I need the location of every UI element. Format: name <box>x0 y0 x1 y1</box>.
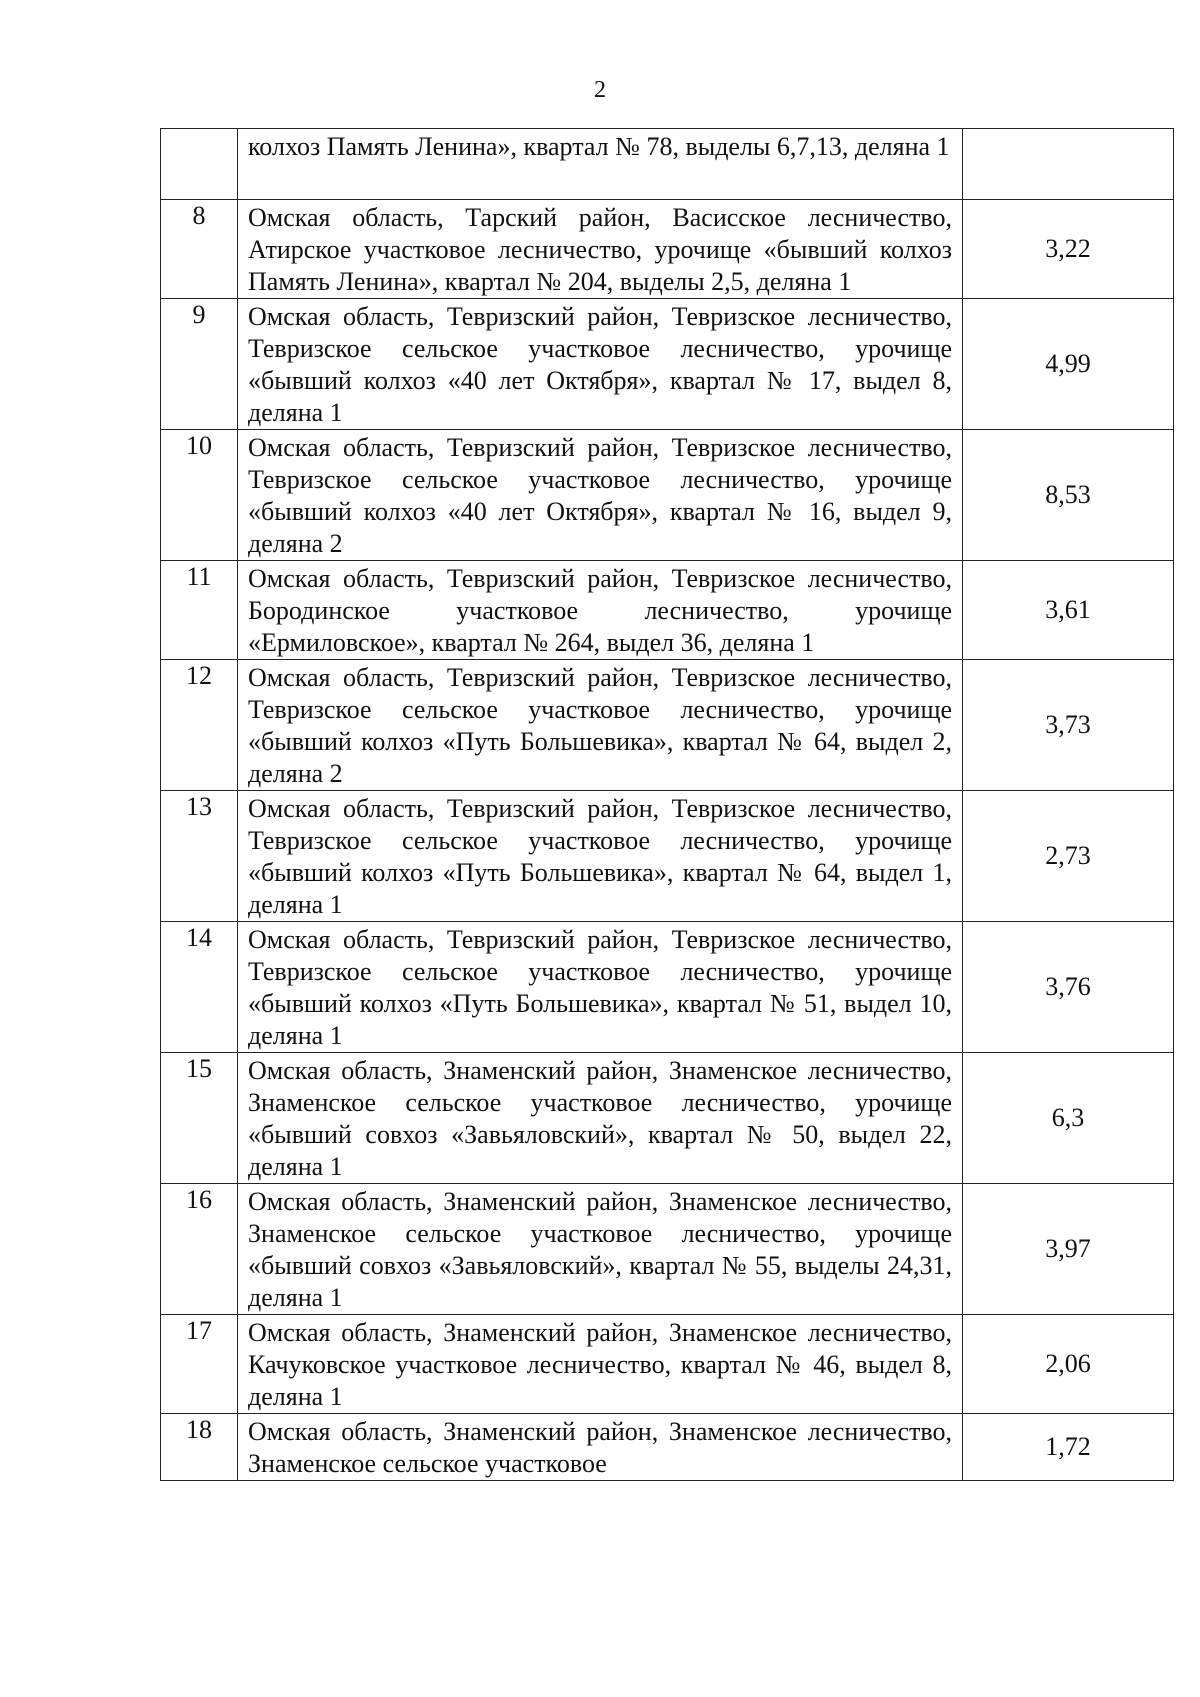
row-number: 18 <box>161 1414 238 1481</box>
row-number: 10 <box>161 430 238 561</box>
row-location: Омская область, Тарский район, Васисское лесничество, Атирское участковое лесничество, урочище «бывший колхоз Память Ленина», квартал № 204, выделы 2,5, деляна 1 <box>238 200 963 299</box>
row-location: Омская область, Знаменский район, Знаменское лесничество, Знаменское сельское участковое лесничество, урочище «бывший совхоз «Завьяловский», квартал № 55, выделы 24,31, деляна 1 <box>238 1184 963 1315</box>
table-row <box>161 922 1174 1053</box>
row-area: 8,53 <box>963 430 1174 561</box>
table-row <box>161 430 1174 561</box>
table-row <box>161 129 1174 200</box>
row-location: Омская область, Тевризский район, Тевризское лесничество, Тевризское сельское участковое лесничество, урочище «бывший колхоз «Путь Большевика», квартал № 64, выдел 2, деляна 2 <box>238 660 963 791</box>
table-row <box>161 561 1174 660</box>
row-location: Омская область, Знаменский район, Знаменское лесничество, Знаменское сельское участковое <box>238 1414 963 1481</box>
row-area: 2,73 <box>963 791 1174 922</box>
row-number: 12 <box>161 660 238 791</box>
table-row <box>161 660 1174 791</box>
row-number: 11 <box>161 561 238 660</box>
row-location: Омская область, Знаменский район, Знаменское лесничество, Качуковское участковое лесничество, квартал № 46, выдел 8, деляна 1 <box>238 1315 963 1414</box>
row-area: 3,76 <box>963 922 1174 1053</box>
row-area: 3,22 <box>963 200 1174 299</box>
row-number <box>161 129 238 200</box>
row-area: 3,73 <box>963 660 1174 791</box>
row-location: Омская область, Тевризский район, Тевризское лесничество, Тевризское сельское участковое лесничество, урочище «бывший колхоз «Путь Большевика», квартал № 64, выдел 1, деляна 1 <box>238 791 963 922</box>
row-location: Омская область, Тевризский район, Тевризское лесничество, Бородинское участковое лесничество, урочище «Ермиловское», квартал № 264, выдел 36, деляна 1 <box>238 561 963 660</box>
row-area: 4,99 <box>963 299 1174 430</box>
table-row <box>161 299 1174 430</box>
page-number: 2 <box>594 77 606 103</box>
table-row <box>161 1315 1174 1414</box>
row-area: 1,72 <box>963 1414 1174 1481</box>
row-area: 2,06 <box>963 1315 1174 1414</box>
land-plots-table <box>160 128 1174 1481</box>
row-area: 3,61 <box>963 561 1174 660</box>
row-location: Омская область, Тевризский район, Тевризское лесничество, Тевризское сельское участковое лесничество, урочище «бывший колхоз «40 лет Октября», квартал № 16, выдел 9, деляна 2 <box>238 430 963 561</box>
row-location: Омская область, Знаменский район, Знаменское лесничество, Знаменское сельское участковое лесничество, урочище «бывший совхоз «Завьяловский», квартал № 50, выдел 22, деляна 1 <box>238 1053 963 1184</box>
row-number: 15 <box>161 1053 238 1184</box>
row-area <box>963 129 1174 200</box>
row-area: 3,97 <box>963 1184 1174 1315</box>
table-row <box>161 200 1174 299</box>
row-number: 14 <box>161 922 238 1053</box>
row-number: 16 <box>161 1184 238 1315</box>
row-number: 17 <box>161 1315 238 1414</box>
table-row <box>161 791 1174 922</box>
table-row <box>161 1184 1174 1315</box>
table-row <box>161 1053 1174 1184</box>
row-number: 8 <box>161 200 238 299</box>
row-location: Омская область, Тевризский район, Тевризское лесничество, Тевризское сельское участковое лесничество, урочище «бывший колхоз «40 лет Октября», квартал № 17, выдел 8, деляна 1 <box>238 299 963 430</box>
row-number: 13 <box>161 791 238 922</box>
row-location: Омская область, Тевризский район, Тевризское лесничество, Тевризское сельское участковое лесничество, урочище «бывший колхоз «Путь Большевика», квартал № 51, выдел 10, деляна 1 <box>238 922 963 1053</box>
row-area: 6,3 <box>963 1053 1174 1184</box>
row-location: колхоз Память Ленина», квартал № 78, выделы 6,7,13, деляна 1 <box>238 129 963 200</box>
table-row <box>161 1414 1174 1481</box>
row-number: 9 <box>161 299 238 430</box>
